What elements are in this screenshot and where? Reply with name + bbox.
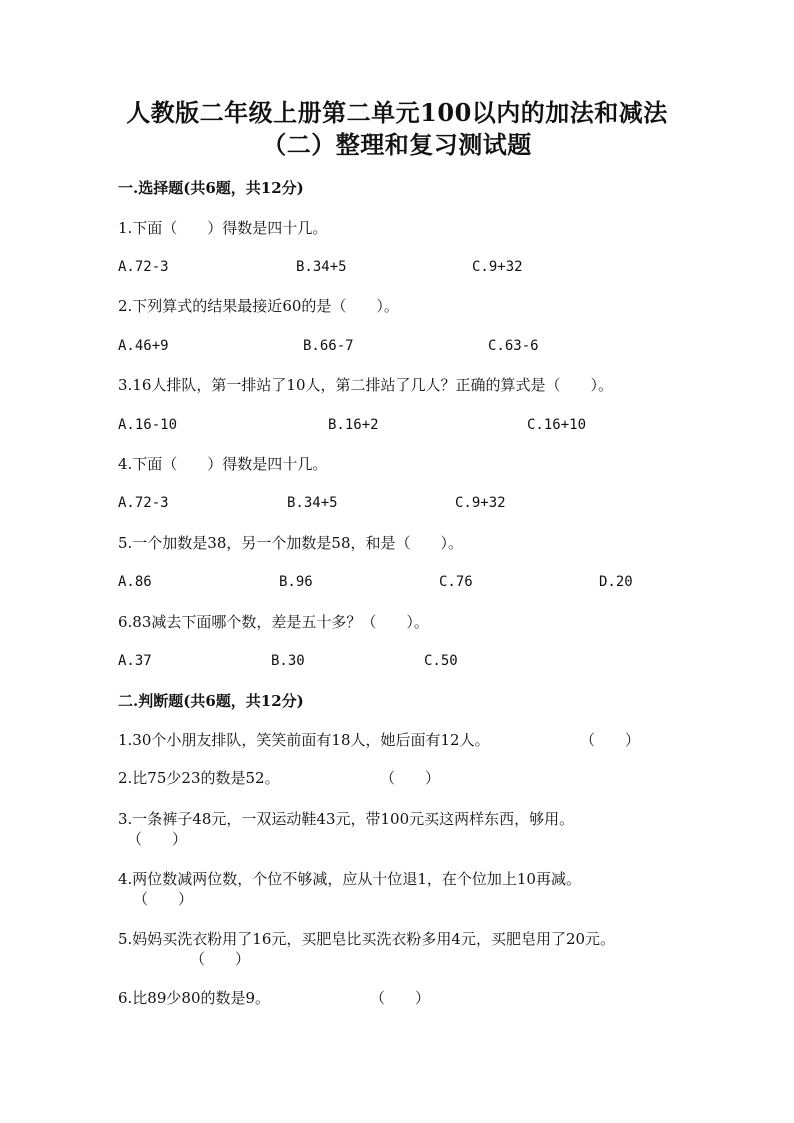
answer-parentheses: （ ） xyxy=(380,769,441,787)
answer-parentheses: （ ） xyxy=(190,950,251,968)
option-c: C.76 xyxy=(439,574,473,590)
title-line-1: 人教版二年级上册第二单元100以内的加法和减法 xyxy=(126,98,668,127)
option-c: C.16+10 xyxy=(527,417,587,433)
answer-parentheses: （ ） xyxy=(127,830,188,848)
option-b: B.34+5 xyxy=(287,495,338,511)
answer-parentheses: （ ） xyxy=(370,989,431,1007)
question-text: 3.16人排队，第一排站了10人，第二排站了几人？正确的算式是（ ）。 xyxy=(118,376,613,394)
question-text: 4.两位数减两位数，个位不够减，应从十位退1，在个位加上10再减。 xyxy=(118,870,581,888)
question-text: 3.一条裤子48元，一双运动鞋43元，带100元买这两样东西，够用。 xyxy=(118,810,575,828)
option-b: B.16+2 xyxy=(328,417,379,433)
option-a: A.72-3 xyxy=(118,495,169,511)
question-text: 4.下面（ ）得数是四十几。 xyxy=(118,455,328,473)
option-a: A.86 xyxy=(118,574,152,590)
question-text: 6.83减去下面哪个数，差是五十多？（ ）。 xyxy=(118,613,429,631)
question-text: 6.比89少80的数是9。 xyxy=(118,989,271,1007)
option-a: A.16-10 xyxy=(118,417,178,433)
option-d: D.20 xyxy=(599,574,633,590)
option-b: B.34+5 xyxy=(296,259,347,275)
option-c: C.63-6 xyxy=(488,338,539,354)
option-b: B.96 xyxy=(279,574,313,590)
answer-parentheses: （ ） xyxy=(580,731,641,749)
option-b: B.30 xyxy=(271,653,305,669)
option-a: A.72-3 xyxy=(118,259,169,275)
question-text: 1.30个小朋友排队，笑笑前面有18人，她后面有12人。 xyxy=(118,731,490,749)
question-text: 5.妈妈买洗衣粉用了16元，买肥皂比买洗衣粉多用4元，买肥皂用了20元。 xyxy=(118,930,616,948)
question-text: 1.下面（ ）得数是四十几。 xyxy=(118,219,328,237)
option-c: C.9+32 xyxy=(472,259,523,275)
option-c: C.50 xyxy=(424,653,458,669)
answer-parentheses: （ ） xyxy=(133,890,194,908)
question-text: 5.一个加数是38，另一个加数是58，和是（ ）。 xyxy=(118,534,463,552)
section-heading-judgement: 二.判断题(共6题，共12分) xyxy=(118,692,304,710)
option-a: A.46+9 xyxy=(118,338,169,354)
option-a: A.37 xyxy=(118,653,152,669)
option-b: B.66-7 xyxy=(303,338,354,354)
title-line-2: （二）整理和复习测试题 xyxy=(262,130,532,159)
option-c: C.9+32 xyxy=(455,495,506,511)
section-heading-choice: 一.选择题(共6题，共12分) xyxy=(118,179,304,197)
question-text: 2.下列算式的结果最接近60的是（ ）。 xyxy=(118,297,399,315)
question-text: 2.比75少23的数是52。 xyxy=(118,769,280,787)
